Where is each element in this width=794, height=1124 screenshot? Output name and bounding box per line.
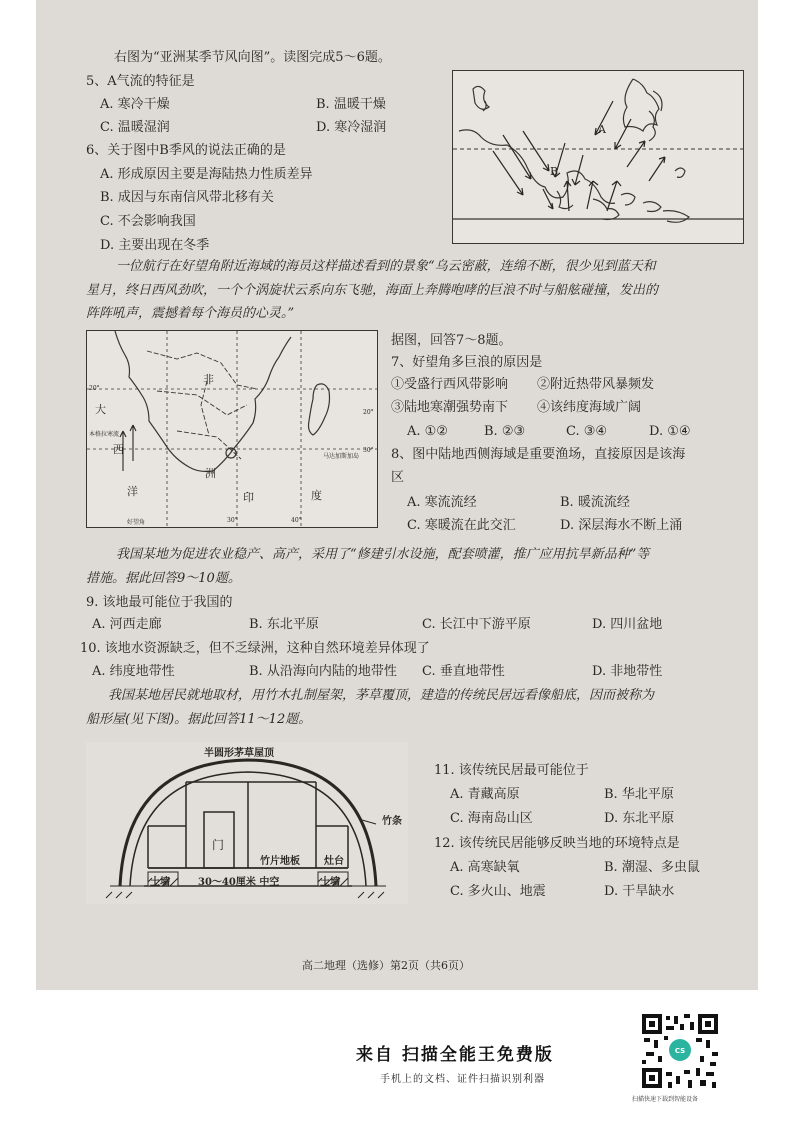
q12-stem: 12. 该传统民居能够反映当地的环境特点是 <box>434 836 680 851</box>
q9-option-c: C. 长江中下游平原 <box>422 617 531 632</box>
label-zhou: 洲 <box>205 467 216 480</box>
q6-option-b: B. 成因与东南信风带北移有关 <box>100 190 274 205</box>
southern-africa-map <box>86 330 378 528</box>
label-fei: 非 <box>203 373 214 386</box>
q8-stem-2: 区 <box>391 470 405 485</box>
label-soil-right: 土墙 <box>320 877 340 888</box>
q12-option-c: C. 多火山、地震 <box>450 884 546 899</box>
q8-option-a: A. 寒流流经 <box>407 495 477 510</box>
qr-code-icon <box>640 1012 720 1090</box>
q11-option-a: A. 青藏高原 <box>450 787 520 802</box>
q10-stem: 10. 该地水资源缺乏，但不乏绿洲，这种自然环境差异体现了 <box>80 641 430 656</box>
label-da: 大 <box>95 403 106 416</box>
q6-option-a: A. 形成原因主要是海陆热力性质差异 <box>100 167 313 182</box>
q9-option-d: D. 四川盆地 <box>592 617 663 632</box>
q11-option-d: D. 东北平原 <box>604 811 675 826</box>
q7-statement-4: ④该纬度海域广阔 <box>537 400 642 415</box>
svg-text:CS: CS <box>674 1047 686 1055</box>
asia-wind-map <box>452 70 744 244</box>
q10-option-a: A. 纬度地带性 <box>92 664 175 679</box>
intro-7-8-line-2: 星月，终日西风劲吹，一个个涡旋状云系向东飞驰，海面上奔腾咆哮的巨浪不时与船舷碰撞，发出的 <box>86 283 659 298</box>
q8-option-c: C. 寒暖流在此交汇 <box>407 518 516 533</box>
q5-option-c: C. 温暖湿润 <box>100 120 170 135</box>
label-soil-left: 土墙 <box>150 877 170 888</box>
q12-option-d: D. 干旱缺水 <box>604 884 675 899</box>
intro-5-6: 右图为“亚洲某季节风向图”。读图完成5～6题。 <box>114 50 391 65</box>
intro-7-8-line-3: 阵阵吼声，震撼着每个海员的心灵。” <box>86 306 295 321</box>
q10-option-b: B. 从沿海向内陆的地带性 <box>249 664 397 679</box>
label-du: 度 <box>311 489 322 502</box>
q6-stem: 6、关于图中B季风的说法正确的是 <box>86 143 286 158</box>
intro-11-12-line-1: 我国某地居民就地取材，用竹木扎制屋架，茅草覆顶，建造的传统民居远看像船底，因而被称为 <box>108 688 655 703</box>
q7-option-a: A. ①② <box>407 424 448 439</box>
q7-option-b: B. ②③ <box>484 424 526 439</box>
tick-20-right: 20° <box>363 409 374 416</box>
intro-11-12-line-2: 船形屋(见下图)。据此回答11～12题。 <box>86 712 312 727</box>
label-yin: 印 <box>243 491 254 504</box>
q7-statement-2: ②附近热带风暴频发 <box>537 377 655 392</box>
asia-wind-map-drawing <box>453 71 743 243</box>
label-door: 门 <box>212 838 225 852</box>
q5-option-d: D. 寒冷湿润 <box>316 120 387 135</box>
tick-30-right: 30° <box>363 447 374 454</box>
intro-7-8: 据图，回答7～8题。 <box>391 333 512 348</box>
watermark-title: 来自 扫描全能王免费版 <box>356 1045 554 1065</box>
q8-option-d: D. 深层海水不断上涌 <box>560 518 683 533</box>
q5-option-b: B. 温暖干燥 <box>316 97 386 112</box>
q12-option-b: B. 潮湿、多虫鼠 <box>604 860 700 875</box>
q10-option-d: D. 非地带性 <box>592 664 663 679</box>
watermark-caption: 扫描快速下载到智能设备 <box>632 1096 699 1103</box>
q7-option-d: D. ①④ <box>649 424 691 439</box>
intro-9-10-line-2: 措施。据此回答9～10题。 <box>86 571 241 586</box>
tick-40: 40° <box>291 517 302 524</box>
map-label-b: B <box>550 165 559 178</box>
q6-option-c: C. 不会影响我国 <box>100 214 196 229</box>
intro-9-10-line-1: 我国某地为促进农业稳产、高产，采用了“修建引水设施，配套喷灌，推广应用抗旱新品种”等 <box>116 547 650 562</box>
q7-statement-1: ①受盛行西风带影响 <box>391 377 509 392</box>
q7-statement-3: ③陆地寒潮强势南下 <box>391 400 509 415</box>
label-bamboo: 竹条 <box>382 816 402 827</box>
tick-30-bottom: 30° <box>227 517 238 524</box>
q10-option-c: C. 垂直地带性 <box>422 664 505 679</box>
label-hollow: 30～40厘米 中空 <box>198 877 280 888</box>
intro-7-8-line-1: 一位航行在好望角附近海域的海员这样描述看到的景象“乌云密蔽，连绵不断，很少见到蓝天和 <box>116 259 656 274</box>
boat-house-diagram <box>86 742 408 904</box>
q11-option-c: C. 海南岛山区 <box>450 811 533 826</box>
tick-20-top: 20° <box>89 385 100 392</box>
q12-option-a: A. 高寒缺氧 <box>450 860 520 875</box>
label-roof: 半圆形茅草屋顶 <box>204 748 274 759</box>
q9-option-a: A. 河西走廊 <box>92 617 162 632</box>
label-floor: 竹片地板 <box>260 856 300 867</box>
q8-option-b: B. 暖流流经 <box>560 495 630 510</box>
q11-stem: 11. 该传统民居最可能位于 <box>434 763 589 778</box>
map-label-a: A <box>598 123 606 136</box>
label-xi: 西 <box>113 443 124 456</box>
label-yang: 洋 <box>127 485 138 498</box>
watermark-subtitle: 手机上的文档、证件扫描识别利器 <box>380 1074 545 1085</box>
q8-stem-1: 8、图中陆地西侧海域是重要渔场，直接原因是该海 <box>391 447 686 462</box>
q11-option-b: B. 华北平原 <box>604 787 674 802</box>
label-stove: 灶台 <box>324 856 344 867</box>
q9-option-b: B. 东北平原 <box>249 617 319 632</box>
q5-stem: 5、A气流的特征是 <box>86 74 195 89</box>
label-madagascar: 马达加斯加岛 <box>323 453 360 460</box>
q7-option-c: C. ③④ <box>566 424 608 439</box>
q7-stem: 7、好望角多巨浪的原因是 <box>391 355 543 370</box>
label-current: 本格拉寒流 <box>89 431 120 438</box>
q9-stem: 9. 该地最可能位于我国的 <box>86 595 233 610</box>
q5-option-a: A. 寒冷干燥 <box>100 97 170 112</box>
label-cape: 好望角 <box>127 519 146 526</box>
q6-option-d: D. 主要出现在冬季 <box>100 238 210 253</box>
page-number-footer: 高二地理（选修）第2页（共6页） <box>302 959 470 972</box>
